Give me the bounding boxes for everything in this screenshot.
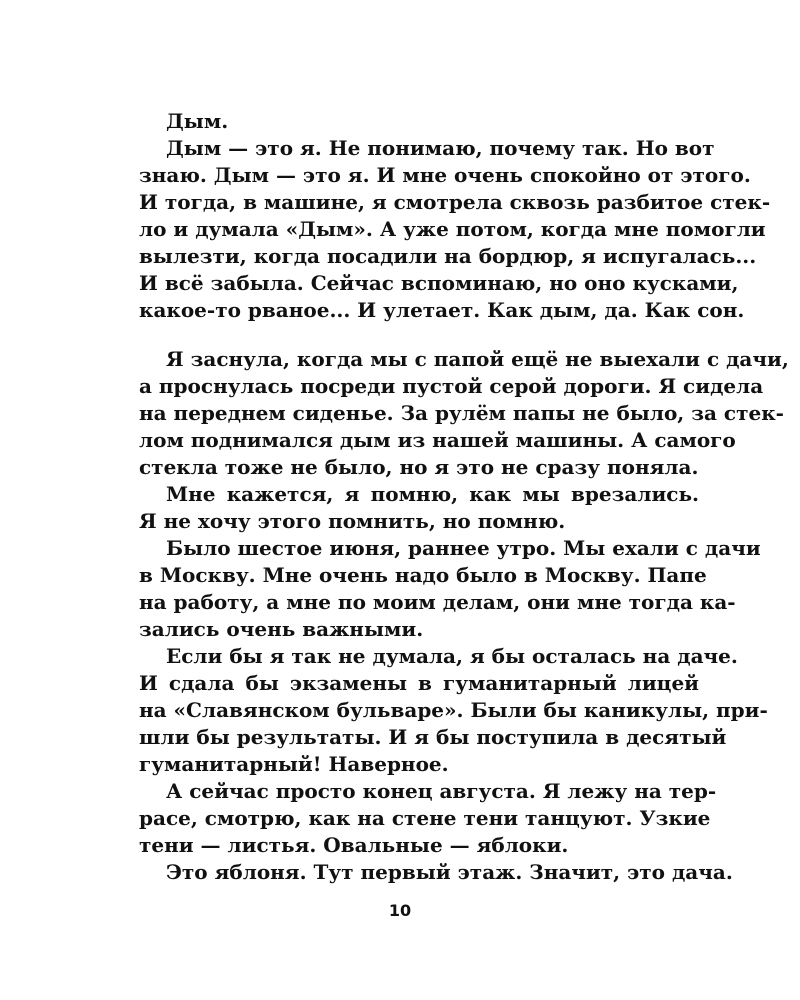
text-line: знаю. Дым — это я. И мне очень спокойно от этого. xyxy=(139,163,751,187)
text-line: Это яблоня. Тут первый этаж. Значит, это дача. xyxy=(166,860,733,884)
text-line: шли бы результаты. И я бы поступила в десятый xyxy=(139,725,727,749)
text-line: в Москву. Мне очень надо было в Москву. Папе xyxy=(139,563,707,587)
text-line: на работу, а мне по моим делам, они мне тогда ка- xyxy=(139,590,736,614)
text-line: гуманитарный! Наверное. xyxy=(139,752,449,776)
text-line: на «Славянском бульваре». Были бы каникулы, при- xyxy=(139,698,768,722)
page-number: 10 xyxy=(388,901,412,920)
text-line: Мне кажется, я помню, как мы врезались. xyxy=(166,482,699,506)
text-line: ло и думала «Дым». А уже потом, когда мне помогли xyxy=(139,217,766,241)
text-line: расе, смотрю, как на стене тени танцуют. Узкие xyxy=(139,806,711,830)
text-line: зались очень важными. xyxy=(139,617,424,641)
text-line: Я не хочу этого помнить, но помню. xyxy=(139,509,566,533)
text-line: Если бы я так не думала, я бы осталась на даче. xyxy=(166,644,738,668)
text-line: Я заснула, когда мы с папой ещё не выехали с дачи, xyxy=(166,347,789,371)
text-line: тени — листья. Овальные — яблоки. xyxy=(139,833,569,857)
text-line: И тогда, в машине, я смотрела сквозь разбитое стек- xyxy=(139,190,771,214)
text-line: на переднем сиденье. За рулём папы не было, за стек- xyxy=(139,401,784,425)
text-line: лом поднимался дым из нашей машины. А самого xyxy=(139,428,736,452)
text-line: вылезти, когда посадили на бордюр, я испугалась... xyxy=(139,244,757,268)
text-line: какое-то рваное... И улетает. Как дым, да. Как сон. xyxy=(139,298,745,322)
text-line: Дым. xyxy=(166,109,229,133)
text-line: стекла тоже не было, но я это не сразу поняла. xyxy=(139,455,699,479)
text-line: Дым — это я. Не понимаю, почему так. Но вот xyxy=(166,136,715,160)
text-line: а проснулась посреди пустой серой дороги. Я сидела xyxy=(139,374,764,398)
text-line: Было шестое июня, раннее утро. Мы ехали с дачи xyxy=(166,536,761,560)
text-line: И сдала бы экзамены в гуманитарный лицей xyxy=(139,671,699,695)
text-line: И всё забыла. Сейчас вспоминаю, но оно кусками, xyxy=(139,271,739,295)
text-line: А сейчас просто конец августа. Я лежу на тер- xyxy=(166,779,717,803)
